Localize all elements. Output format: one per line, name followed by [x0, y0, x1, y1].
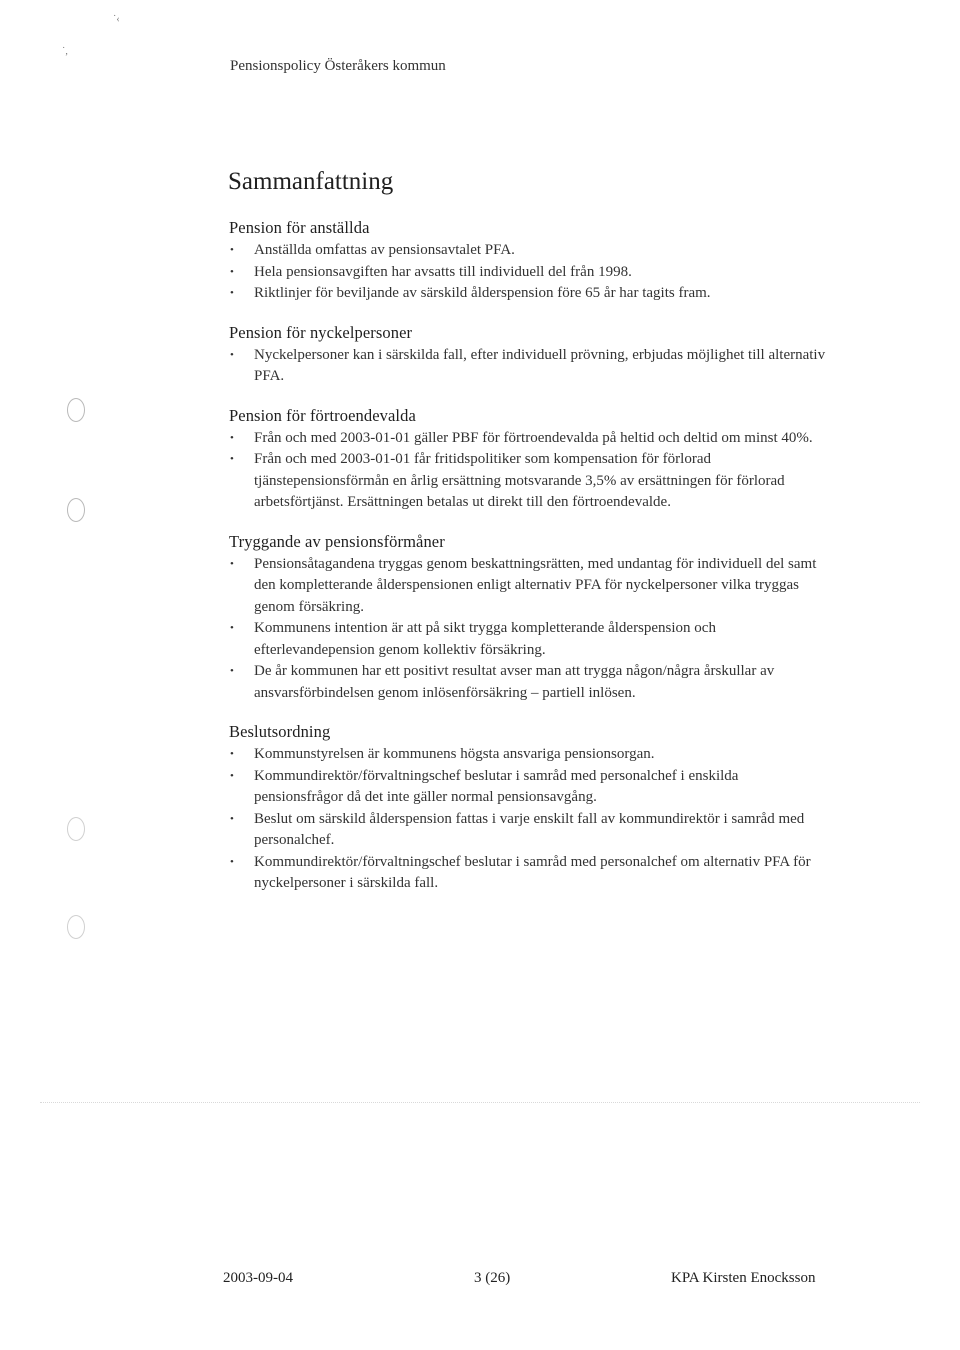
- scan-artifact-line: [40, 1102, 920, 1103]
- list-item: • Från och med 2003-01-01 gäller PBF för förtroendevalda på heltid och deltid om minst 40%.: [229, 428, 829, 450]
- bullet-list: [229, 744, 829, 895]
- summary-content: [229, 218, 829, 913]
- bullet-list: [229, 428, 829, 514]
- scan-speck: ˙,: [62, 46, 68, 57]
- section-decision-procedure: [229, 722, 829, 895]
- binder-hole-mark: [67, 498, 85, 522]
- section-key-persons: [229, 323, 829, 388]
- list-item: • Kommunstyrelsen är kommunens högsta ansvariga pensionsorgan.: [229, 744, 829, 766]
- list-item: • Nyckelpersoner kan i särskilda fall, efter individuell prövning, erbjudas möjlighet till alternativ PFA.: [229, 345, 829, 388]
- footer-page-number: 3 (26): [474, 1270, 511, 1286]
- running-header: Pensionspolicy Österåkers kommun: [230, 58, 446, 74]
- scan-speck: ˙‹: [113, 14, 120, 25]
- section-heading: Pension för nyckelpersoner: [229, 322, 413, 342]
- section-heading: Tryggande av pensionsförmåner: [229, 531, 445, 551]
- list-item: • Anställda omfattas av pensionsavtalet PFA.: [229, 240, 829, 262]
- binder-hole-mark: [67, 398, 85, 422]
- section-heading: Pension för anställda: [229, 218, 370, 237]
- bullet-list: [229, 240, 829, 305]
- footer-date: 2003-09-04: [223, 1270, 293, 1286]
- section-elected-officials: [229, 406, 829, 514]
- footer-author: KPA Kirsten Enocksson: [671, 1270, 816, 1286]
- section-employees: [229, 218, 829, 305]
- list-item: • Pensionsåtagandena tryggas genom beskattningsrätten, med undantag för individuell del samt den kompletterande ålderspensionen enligt alternativ PFA för nyckelpersoner vilka tryggas genom försäkring.: [229, 554, 829, 619]
- list-item: • De år kommunen har ett positivt resultat avser man att trygga någon/några årskullar av ansvarsförbindelsen genom inlösenförsäkring – partiell inlösen.: [229, 661, 829, 704]
- list-item: • Kommunens intention är att på sikt trygga kompletterande ålderspension och efterlevandepension genom kollektiv försäkring.: [229, 618, 829, 661]
- bullet-list: [229, 345, 829, 388]
- section-heading: Beslutsordning: [229, 722, 331, 741]
- list-item: • Beslut om särskild ålderspension fattas i varje enskilt fall av kommundirektör i samråd med personalchef.: [229, 809, 829, 852]
- list-item: • Kommundirektör/förvaltningschef beslutar i samråd med personalchef om alternativ PFA för nyckelpersoner i särskilda fall.: [229, 852, 829, 895]
- list-item: • Kommundirektör/förvaltningschef beslutar i samråd med personalchef i enskilda pensionsfrågor då det inte gäller normal pensionsavgång.: [229, 766, 829, 809]
- page-title: Sammanfattning: [228, 168, 394, 195]
- list-item: • Från och med 2003-01-01 får fritidspolitiker som kompensation för förlorad tjänstepensionsförmån en årlig ersättning motsvarande 3,5% av ersättningen för förlorad arbetsförtjänst. Ersättningen betalas ut direkt till den förtroendevalde.: [229, 449, 829, 514]
- binder-hole-mark: [67, 915, 85, 939]
- section-heading: Pension för förtroendevalda: [229, 405, 416, 425]
- bullet-list: [229, 554, 829, 705]
- list-item: • Hela pensionsavgiften har avsatts till individuell del från 1998.: [229, 262, 829, 284]
- binder-hole-mark: [67, 817, 85, 841]
- list-item: • Riktlinjer för beviljande av särskild ålderspension före 65 år har tagits fram.: [229, 283, 829, 305]
- section-securing-benefits: [229, 532, 829, 705]
